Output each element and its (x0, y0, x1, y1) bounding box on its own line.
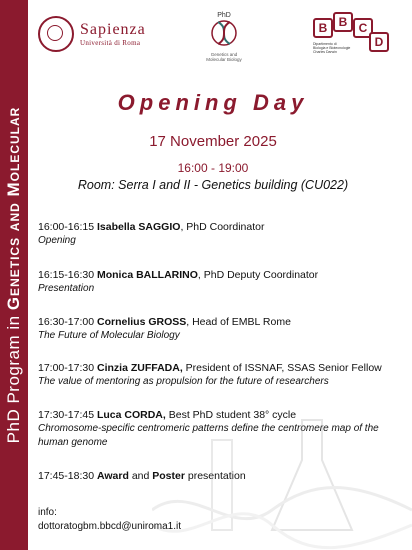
bbcd-letter: C (353, 18, 373, 38)
sidebar-title: PhD Program in Genetics and Molecular (4, 106, 23, 444)
event-room: Room: Serra I and II - Genetics building (CU022) (77, 178, 349, 192)
dna-helix-icon (209, 19, 239, 47)
sapienza-name: Sapienza (80, 21, 146, 38)
bbcd-letter: D (369, 32, 389, 52)
sidebar-band (0, 0, 28, 550)
event-time: 16:00 - 19:00 (177, 161, 249, 175)
bbcd-letter: B (313, 18, 333, 38)
program-item-closing: 17:45-18:30 Award and Poster presentation (38, 470, 246, 482)
info-email[interactable]: dottoratogbm.bbcd@uniroma1.it (38, 521, 182, 532)
program-item: 16:30-17:00 Cornelius GROSS, Head of EMBL Rome The Future of Molecular Biology (38, 316, 291, 341)
lab-background-graphic (152, 390, 412, 550)
program-item: 17:00-17:30 Cinzia ZUFFADA, President of ISSNAF, SSAS Senior Fellow The value of mentoring as propulsion for the future of researchers (38, 362, 382, 387)
bbcd-department: Dipartimento di Biologia e Biotecnologie Charles Darwin (313, 42, 351, 54)
contact-info (38, 506, 181, 534)
program-item: 16:15-16:30 Monica BALLARINO, PhD Deputy Coordinator Presentation (38, 269, 319, 294)
sapienza-logo (38, 16, 146, 52)
phd-logo-sub2: Molecular Biology (206, 57, 242, 62)
event-title: Opening Day (117, 90, 309, 115)
phd-logo-sub1: Genetics and (210, 52, 238, 57)
program-item: 17:30-17:45 Luca CORDA, Best PhD student 38° cycle Chromosome-specific centromeric patterns define the centromere map of the human genome (38, 409, 379, 448)
event-date: 17 November 2025 (149, 133, 277, 150)
sapienza-seal-icon (38, 16, 74, 52)
phd-logo (196, 12, 252, 62)
phd-logo-label: PhD (217, 12, 231, 19)
program-item: 16:00-16:15 Isabella SAGGIO, PhD Coordinator Opening (38, 221, 265, 246)
bbcd-logo (313, 12, 383, 54)
sapienza-subtitle: Università di Roma (80, 39, 141, 47)
info-label: info: (38, 507, 57, 518)
bbcd-letter: B (333, 12, 353, 32)
